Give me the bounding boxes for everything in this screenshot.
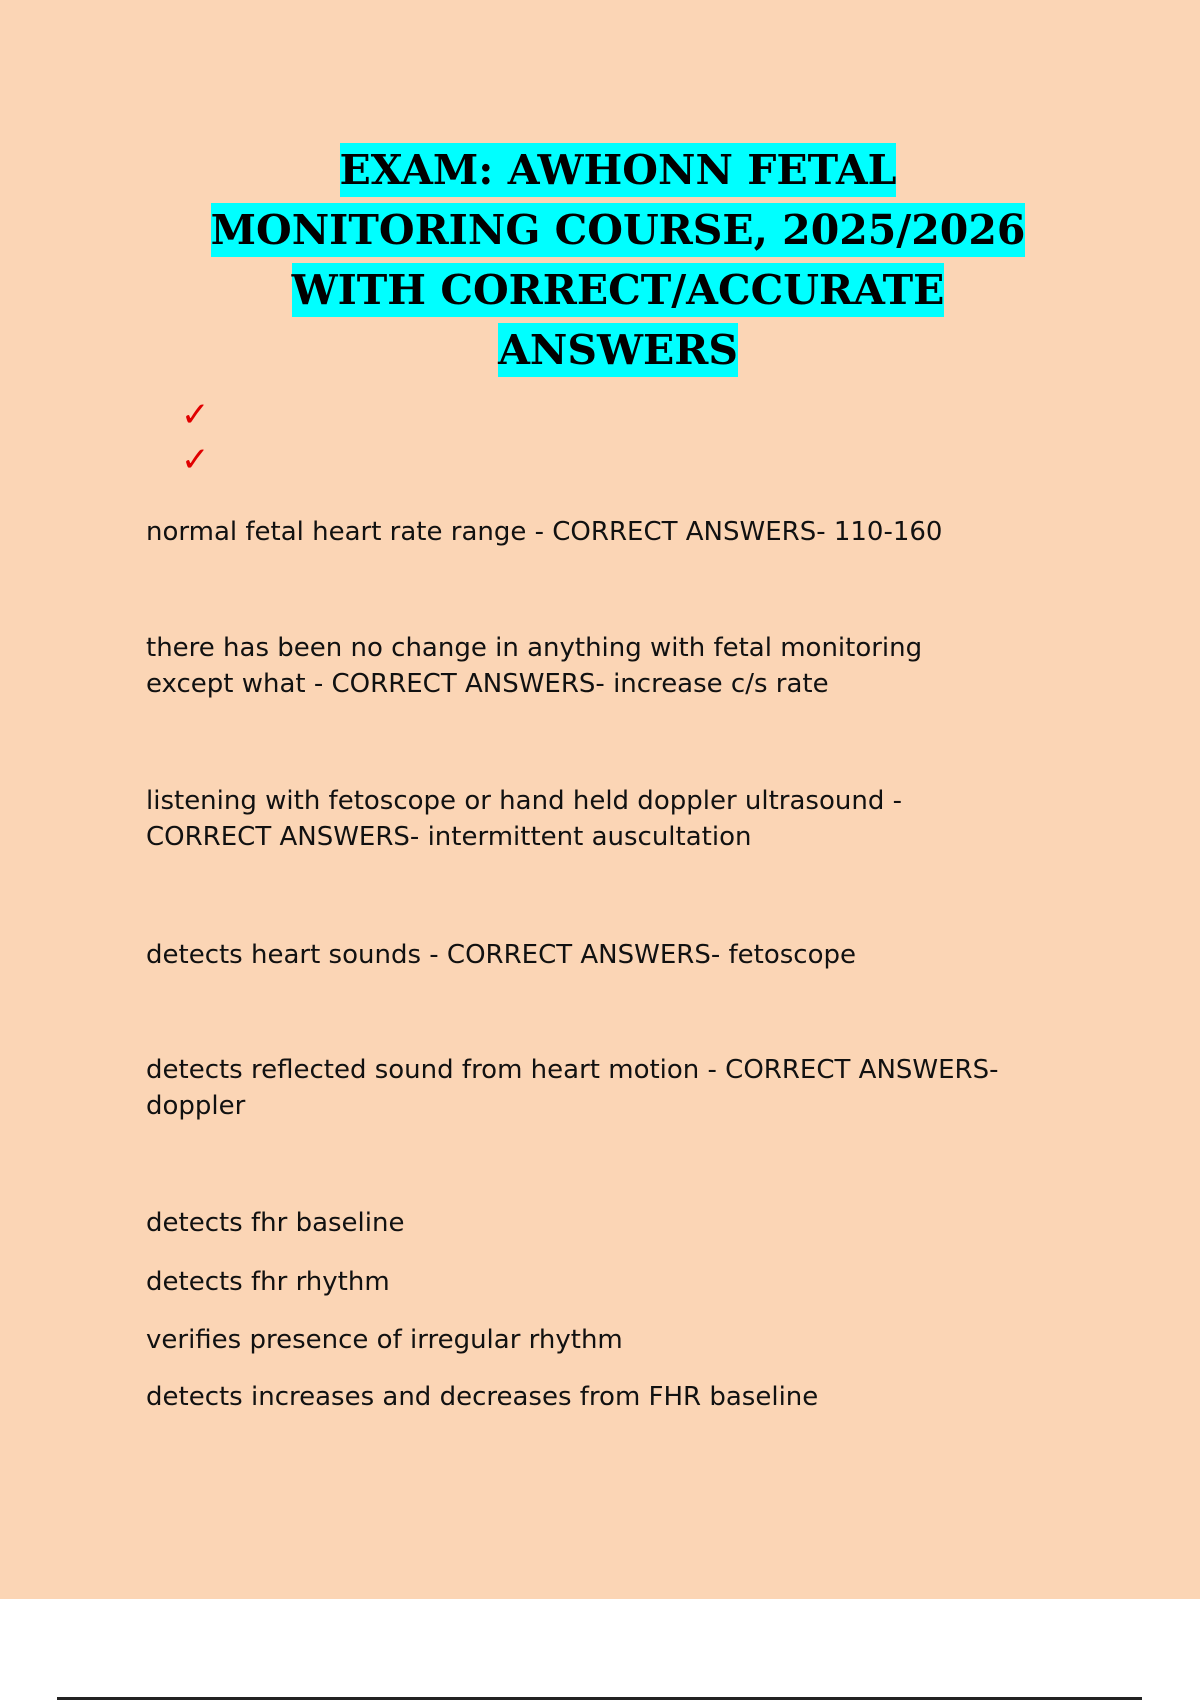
title-line: MONITORING COURSE, 2025/2026 xyxy=(211,203,1026,257)
list-item: detects fhr rhythm xyxy=(146,1267,390,1297)
title-line: WITH CORRECT/ACCURATE xyxy=(292,263,945,317)
title-line: ANSWERS xyxy=(498,323,738,377)
checkmark-icon: ✓ xyxy=(181,440,210,480)
qa-item: there has been no change in anything with fetal monitoring except what - CORRECT ANSWERS- increase c/s rate xyxy=(146,633,923,699)
document-title xyxy=(0,140,1200,380)
list-item: detects increases and decreases from FHR baseline xyxy=(146,1382,819,1412)
qa-item: detects heart sounds - CORRECT ANSWERS- fetoscope xyxy=(146,940,856,970)
list-item: verifies presence of irregular rhythm xyxy=(146,1325,623,1355)
list-item: detects fhr baseline xyxy=(146,1208,405,1238)
checkmark-icon: ✓ xyxy=(181,395,210,435)
qa-item: detects reflected sound from heart motion - CORRECT ANSWERS- doppler xyxy=(146,1055,999,1121)
qa-item: normal fetal heart rate range - CORRECT ANSWERS- 110-160 xyxy=(146,517,943,547)
qa-item: listening with fetoscope or hand held doppler ultrasound - CORRECT ANSWERS- intermittent auscultation xyxy=(146,786,902,852)
title-line: EXAM: AWHONN FETAL xyxy=(340,143,897,197)
